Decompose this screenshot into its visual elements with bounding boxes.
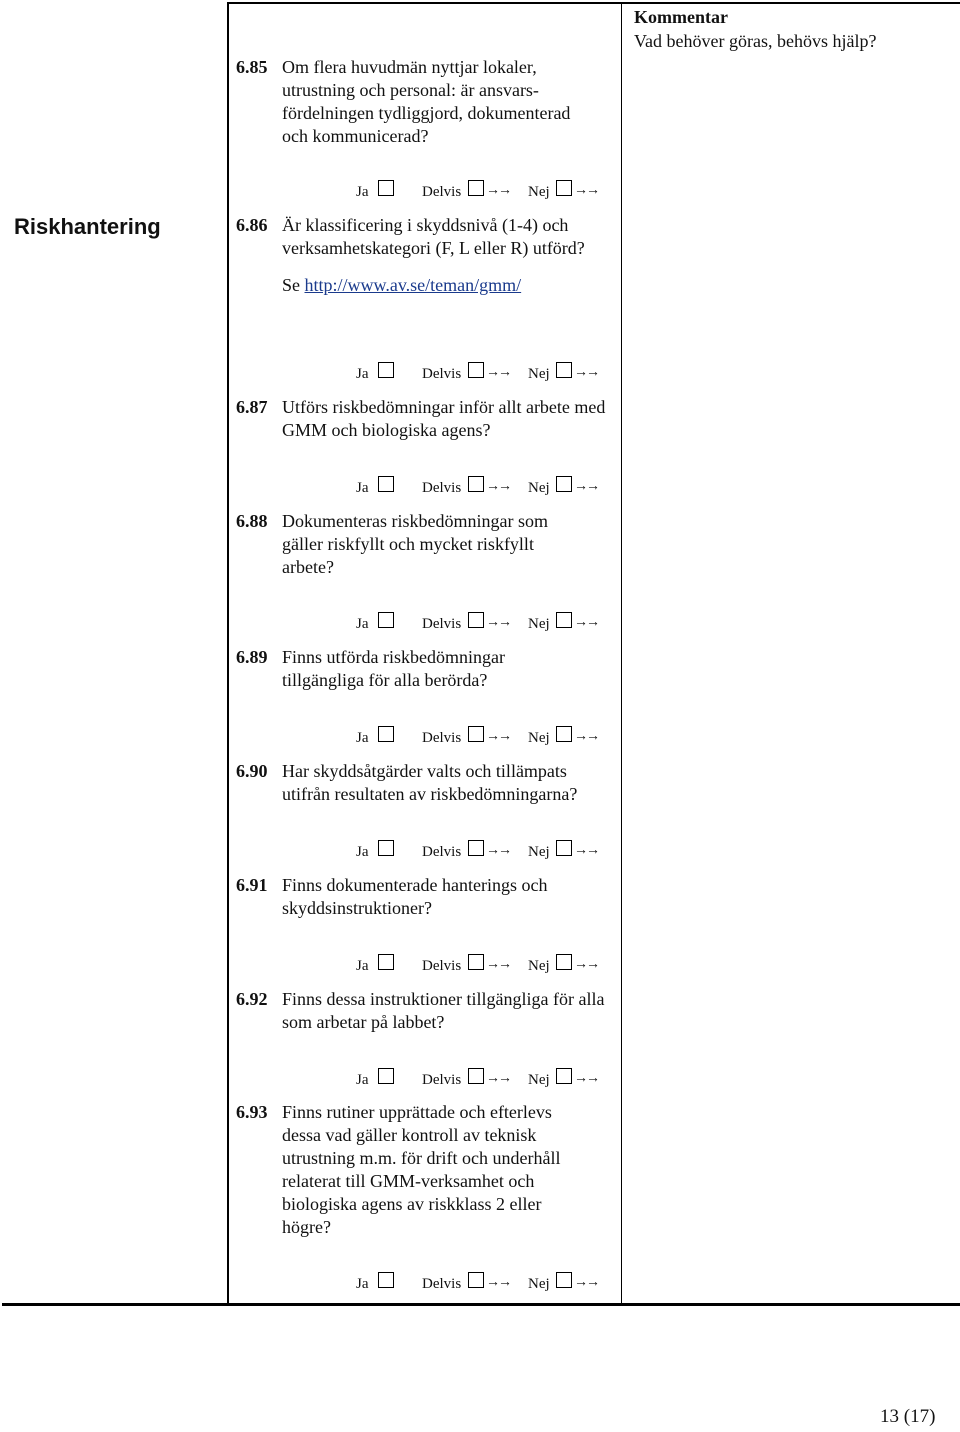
answer-row-6-90 [356, 840, 626, 864]
answer-yes-checkbox[interactable] [378, 1068, 394, 1084]
answer-no-label: Nej [528, 366, 550, 382]
answer-yes-checkbox[interactable] [378, 362, 394, 378]
section-title: Riskhantering [14, 214, 161, 239]
answer-partly-label: Delvis [422, 366, 462, 382]
answer-yes-label: Ja [356, 480, 369, 496]
question-6-93 [236, 1101, 616, 1239]
answer-row-6-92 [356, 1068, 626, 1092]
question-number: 6.93 [236, 1102, 268, 1122]
answer-no-checkbox[interactable] [556, 726, 572, 742]
question-number: 6.92 [236, 989, 268, 1009]
table-top-border [228, 2, 960, 4]
arrow-icon: →→ [486, 183, 510, 198]
arrow-icon: →→ [574, 365, 598, 380]
answer-partly-checkbox[interactable] [468, 612, 484, 628]
question-number: 6.88 [236, 511, 268, 531]
answer-partly-checkbox[interactable] [468, 362, 484, 378]
question-text: Har skyddsåtgärder valts och tillämpats utifrån resultaten av riskbedömningarna? [282, 761, 578, 804]
answer-no-checkbox[interactable] [556, 476, 572, 492]
arrow-icon: →→ [486, 729, 510, 744]
answer-yes-label: Ja [356, 730, 369, 746]
comment-column-subtitle: Vad behöver göras, behövs hjälp? [634, 31, 877, 51]
question-6-86 [236, 214, 616, 297]
answer-partly-label: Delvis [422, 616, 462, 632]
answer-partly-checkbox[interactable] [468, 180, 484, 196]
answer-partly-checkbox[interactable] [468, 840, 484, 856]
answer-partly-checkbox[interactable] [468, 726, 484, 742]
answer-no-label: Nej [528, 844, 550, 860]
comment-column-title: Kommentar [634, 7, 728, 27]
answer-no-label: Nej [528, 958, 550, 974]
answer-partly-label: Delvis [422, 730, 462, 746]
question-6-88 [236, 510, 616, 579]
arrow-icon: →→ [574, 479, 598, 494]
arrow-icon: →→ [574, 843, 598, 858]
arrow-icon: →→ [574, 615, 598, 630]
reference-link[interactable]: http://www.av.se/teman/gmm/ [304, 275, 522, 295]
answer-no-label: Nej [528, 616, 550, 632]
table-bottom-border [2, 1303, 960, 1306]
question-number: 6.90 [236, 761, 268, 781]
arrow-icon: →→ [574, 1275, 598, 1290]
see-prefix: Se [282, 275, 300, 295]
question-number: 6.85 [236, 57, 268, 77]
arrow-icon: →→ [574, 729, 598, 744]
question-number: 6.86 [236, 215, 268, 235]
answer-row-6-87 [356, 476, 626, 500]
arrow-icon: →→ [486, 479, 510, 494]
arrow-icon: →→ [486, 1275, 510, 1290]
question-text: Finns dokumenterade hanterings och skyddsinstruktioner? [282, 875, 548, 918]
answer-no-label: Nej [528, 1072, 550, 1088]
arrow-icon: →→ [486, 843, 510, 858]
answer-partly-checkbox[interactable] [468, 954, 484, 970]
arrow-icon: →→ [574, 183, 598, 198]
answer-yes-checkbox[interactable] [378, 840, 394, 856]
arrow-icon: →→ [574, 1071, 598, 1086]
page-number: 13 (17) [880, 1406, 936, 1427]
answer-no-label: Nej [528, 730, 550, 746]
answer-yes-checkbox[interactable] [378, 476, 394, 492]
question-text: Om flera huvudmän nyttjar lokaler, utrustning och personal: är ansvars-fördelningen tydliggjord, dokumenterad och kommunicerad? [282, 57, 571, 146]
answer-no-label: Nej [528, 184, 550, 200]
answer-partly-checkbox[interactable] [468, 476, 484, 492]
answer-row-6-88 [356, 612, 626, 636]
answer-no-label: Nej [528, 480, 550, 496]
answer-no-label: Nej [528, 1276, 550, 1292]
answer-yes-checkbox[interactable] [378, 726, 394, 742]
column-divider-left [227, 2, 229, 1306]
answer-no-checkbox[interactable] [556, 1068, 572, 1084]
question-number: 6.89 [236, 647, 268, 667]
see-reference [282, 274, 616, 297]
question-6-87 [236, 396, 616, 442]
question-6-91 [236, 874, 616, 920]
answer-yes-label: Ja [356, 616, 369, 632]
answer-yes-checkbox[interactable] [378, 954, 394, 970]
answer-no-checkbox[interactable] [556, 954, 572, 970]
answer-yes-label: Ja [356, 958, 369, 974]
answer-no-checkbox[interactable] [556, 840, 572, 856]
answer-partly-label: Delvis [422, 958, 462, 974]
answer-yes-checkbox[interactable] [378, 180, 394, 196]
answer-yes-label: Ja [356, 844, 369, 860]
question-text: Är klassificering i skyddsnivå (1-4) och verksamhetskategori (F, L eller R) utförd? [282, 215, 585, 258]
arrow-icon: →→ [486, 365, 510, 380]
question-number: 6.91 [236, 875, 268, 895]
question-6-89 [236, 646, 616, 692]
question-number: 6.87 [236, 397, 268, 417]
answer-yes-label: Ja [356, 1072, 369, 1088]
question-text: Finns dessa instruktioner tillgängliga för alla som arbetar på labbet? [282, 989, 605, 1032]
answer-row-6-93 [356, 1272, 626, 1296]
answer-no-checkbox[interactable] [556, 362, 572, 378]
question-text: Dokumenteras riskbedömningar som gäller riskfyllt och mycket riskfyllt arbete? [282, 511, 548, 577]
question-6-92 [236, 988, 616, 1034]
answer-partly-checkbox[interactable] [468, 1068, 484, 1084]
answer-yes-checkbox[interactable] [378, 1272, 394, 1288]
answer-partly-label: Delvis [422, 844, 462, 860]
answer-yes-label: Ja [356, 1276, 369, 1292]
answer-partly-label: Delvis [422, 184, 462, 200]
question-text: Utförs riskbedömningar inför allt arbete med GMM och biologiska agens? [282, 397, 606, 440]
answer-row-6-91 [356, 954, 626, 978]
question-text: Finns rutiner upprättade och efterlevs dessa vad gäller kontroll av teknisk utrustning m.m. för drift och underhåll relaterat till GMM-verksamhet och biologiska agens av riskklass 2 eller högre? [282, 1102, 561, 1237]
answer-partly-label: Delvis [422, 480, 462, 496]
arrow-icon: →→ [486, 615, 510, 630]
question-6-85 [236, 56, 616, 148]
answer-no-checkbox[interactable] [556, 1272, 572, 1288]
arrow-icon: →→ [486, 1071, 510, 1086]
answer-yes-label: Ja [356, 184, 369, 200]
answer-partly-label: Delvis [422, 1072, 462, 1088]
answer-yes-label: Ja [356, 366, 369, 382]
arrow-icon: →→ [486, 957, 510, 972]
answer-partly-label: Delvis [422, 1276, 462, 1292]
answer-no-checkbox[interactable] [556, 612, 572, 628]
question-text: Finns utförda riskbedömningar tillgängliga för alla berörda? [282, 647, 505, 690]
answer-row-6-86 [356, 362, 626, 386]
arrow-icon: →→ [574, 957, 598, 972]
answer-row-6-85 [356, 180, 626, 204]
answer-no-checkbox[interactable] [556, 180, 572, 196]
question-6-90 [236, 760, 616, 806]
answer-yes-checkbox[interactable] [378, 612, 394, 628]
answer-row-6-89 [356, 726, 626, 750]
answer-partly-checkbox[interactable] [468, 1272, 484, 1288]
